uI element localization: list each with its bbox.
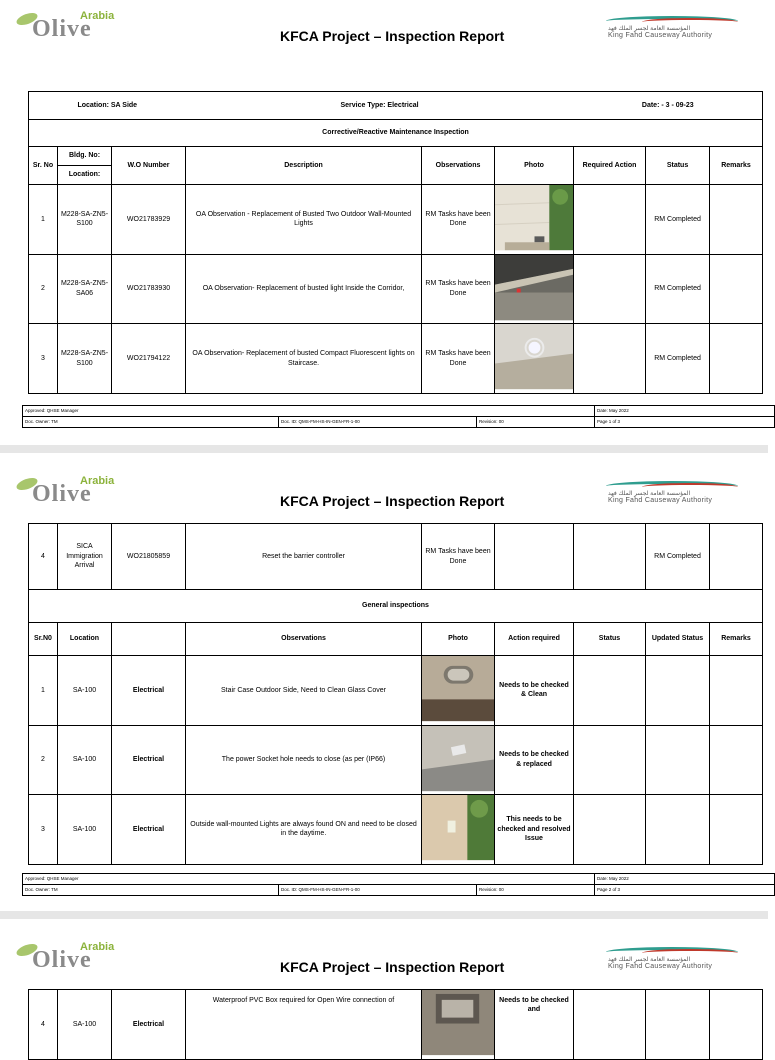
cell-description: Reset the barrier controller [186,524,422,590]
footer-owner: Doc. Owner: TM [23,417,279,428]
page-header [0,0,768,50]
col-type [112,623,186,656]
cell-updated-status [646,656,710,726]
cell-sr: 2 [29,254,58,324]
footer-date: Date: May 2022 [595,406,775,417]
table-row [29,324,763,394]
kfca-logo: المؤسسة العامة لجسر الملك فهد King Fahd Causeway Authority [602,14,742,42]
footer-doc-id: Doc. ID: QMS-FM-HS-IN-GEN-FR-1-00 [279,417,477,428]
col-updated-status: Updated Status [646,623,710,656]
cell-status [574,795,646,865]
footer-doc-id: Doc. ID: QMS-FM-HS-IN-GEN-FR-1-00 [279,885,477,896]
photo-power-socket [422,725,495,795]
page-separator [0,911,768,919]
cell-sr: 3 [29,795,58,865]
olive-arabia-logo: Olive Arabia [14,475,134,511]
cell-sr: 3 [29,324,58,394]
location-label: Location: SA Side [29,92,186,120]
cell-status: RM Completed [646,254,710,324]
cell-action-required: Needs to be checked & Clean [495,656,574,726]
cell-required-action [574,324,646,394]
cell-observations: RM Tasks have been Done [422,254,495,324]
cell-bldg: M228-SA-ZN5-S100 [58,185,112,255]
cell-location: SA-100 [58,725,112,795]
cell-location: SA-100 [58,656,112,726]
date-label: Date: - 3 - 09-23 [574,92,763,120]
table-row [29,656,763,726]
report-page-1 [0,0,768,445]
cell-bldg: M228-SA-ZN5-S100 [58,324,112,394]
cell-description: OA Observation - Replacement of Busted Two Outdoor Wall-Mounted Lights [186,185,422,255]
col-status: Status [646,147,710,185]
cell-status [574,990,646,1060]
footer-date: Date: May 2022 [595,874,775,885]
cell-updated-status [646,795,710,865]
cell-description: OA Observation- Replacement of busted Compact Fluorescent lights on Staircase. [186,324,422,394]
cell-sr: 4 [29,990,58,1060]
kfca-logo: المؤسسة العامة لجسر الملك فهد King Fahd Causeway Authority [602,945,742,973]
col-status: Status [574,623,646,656]
footer-owner: Doc. Owner: TM [23,885,279,896]
cell-wo: WO21794122 [112,324,186,394]
cell-remarks [710,656,763,726]
cell-wo: WO21783929 [112,185,186,255]
col-sr-no: Sr.N0 [29,623,58,656]
col-observations: Observations [186,623,422,656]
cell-remarks [710,795,763,865]
cell-required-action [574,254,646,324]
table-row [29,725,763,795]
cell-wo: WO21783930 [112,254,186,324]
col-remarks: Remarks [710,623,763,656]
cell-location: SA-100 [58,795,112,865]
service-type-label: Service Type: Electrical [186,92,574,120]
cell-remarks [710,324,763,394]
general-inspection-table [28,523,763,865]
cell-sr: 2 [29,725,58,795]
cell-sr: 1 [29,185,58,255]
cell-remarks [710,524,763,590]
report-title: KFCA Project – Inspection Report [280,28,505,44]
cell-sr: 4 [29,524,58,590]
col-required-action: Required Action [574,147,646,185]
col-photo: Photo [495,147,574,185]
col-sr-no: Sr. No [29,147,58,185]
document-footer [22,405,775,428]
cell-action-required: This needs to be checked and resolved Issue [495,795,574,865]
report-page-3 [0,919,768,1028]
footer-revision: Revision: 00 [477,417,595,428]
kfca-logo: المؤسسة العامة لجسر الملك فهد King Fahd Causeway Authority [602,479,742,507]
cell-status: RM Completed [646,324,710,394]
info-row [29,92,763,120]
footer-revision: Revision: 00 [477,885,595,896]
cell-type: Electrical [112,795,186,865]
col-action-required: Action required [495,623,574,656]
cell-status [574,656,646,726]
cell-type: Electrical [112,656,186,726]
cell-required-action [574,524,646,590]
col-location: Location: [58,166,112,185]
page-separator [0,445,768,453]
footer-approved: Approved: QHSE Manager [23,406,595,417]
cell-description: OA Observation- Replacement of busted light Inside the Corridor, [186,254,422,324]
cell-bldg: M228-SA-ZN5-SA06 [58,254,112,324]
cell-updated-status [646,725,710,795]
cell-updated-status [646,990,710,1060]
table-row [29,185,763,255]
cell-remarks [710,185,763,255]
cell-observations: Waterproof PVC Box required for Open Wire connection of [186,990,422,1060]
olive-arabia-logo: Olive Arabia [14,10,134,46]
cell-remarks [710,254,763,324]
table-row [29,524,763,590]
cell-type: Electrical [112,990,186,1060]
cell-remarks [710,990,763,1060]
col-remarks: Remarks [710,147,763,185]
footer-approved: Approved: QHSE Manager [23,874,595,885]
photo-wall-lights [495,185,574,255]
photo-wall-mounted-lights-on [422,795,495,865]
photo-staircase-light [495,324,574,394]
cell-bldg: SICA Immigration Arrival [58,524,112,590]
table-row [29,254,763,324]
cell-wo: WO21805859 [112,524,186,590]
col-photo: Photo [422,623,495,656]
report-title: KFCA Project – Inspection Report [280,959,505,975]
col-wo-number: W.O Number [112,147,186,185]
rm-inspection-table [28,91,763,394]
cell-observations: RM Tasks have been Done [422,324,495,394]
table-row [29,795,763,865]
page-header [0,465,768,515]
photo-corridor-light [495,254,574,324]
cell-status: RM Completed [646,524,710,590]
report-page-2 [0,453,768,911]
cell-action-required: Needs to be checked & replaced [495,725,574,795]
section-title: General inspections [29,590,763,623]
cell-observations: RM Tasks have been Done [422,185,495,255]
table-row [29,990,763,1060]
cell-remarks [710,725,763,795]
cell-observations: Stair Case Outdoor Side, Need to Clean Glass Cover [186,656,422,726]
cell-observations: RM Tasks have been Done [422,524,495,590]
olive-arabia-logo: Olive Arabia [14,941,134,977]
col-location: Location [58,623,112,656]
document-footer [22,873,775,896]
cell-type: Electrical [112,725,186,795]
photo-outdoor-light-cover [422,656,495,726]
col-observations: Observations [422,147,495,185]
photo-open-wire-connection [422,990,495,1060]
report-title: KFCA Project – Inspection Report [280,493,505,509]
section-title: Corrective/Reactive Maintenance Inspection [29,120,763,147]
footer-page-number: Page 2 of 3 [595,885,775,896]
cell-action-required: Needs to be checked and [495,990,574,1060]
cell-status [574,725,646,795]
general-inspection-table-continued [28,989,763,1060]
cell-required-action [574,185,646,255]
cell-location: SA-100 [58,990,112,1060]
footer-page-number: Page 1 of 3 [595,417,775,428]
cell-sr: 1 [29,656,58,726]
cell-observations: Outside wall-mounted Lights are always found ON and need to be closed in the daytime. [186,795,422,865]
cell-status: RM Completed [646,185,710,255]
cell-photo [495,524,574,590]
page-header [0,931,768,981]
col-description: Description [186,147,422,185]
cell-observations: The power Socket hole needs to close (as per (IP66) [186,725,422,795]
col-bldg-no: Bldg. No: [58,147,112,166]
